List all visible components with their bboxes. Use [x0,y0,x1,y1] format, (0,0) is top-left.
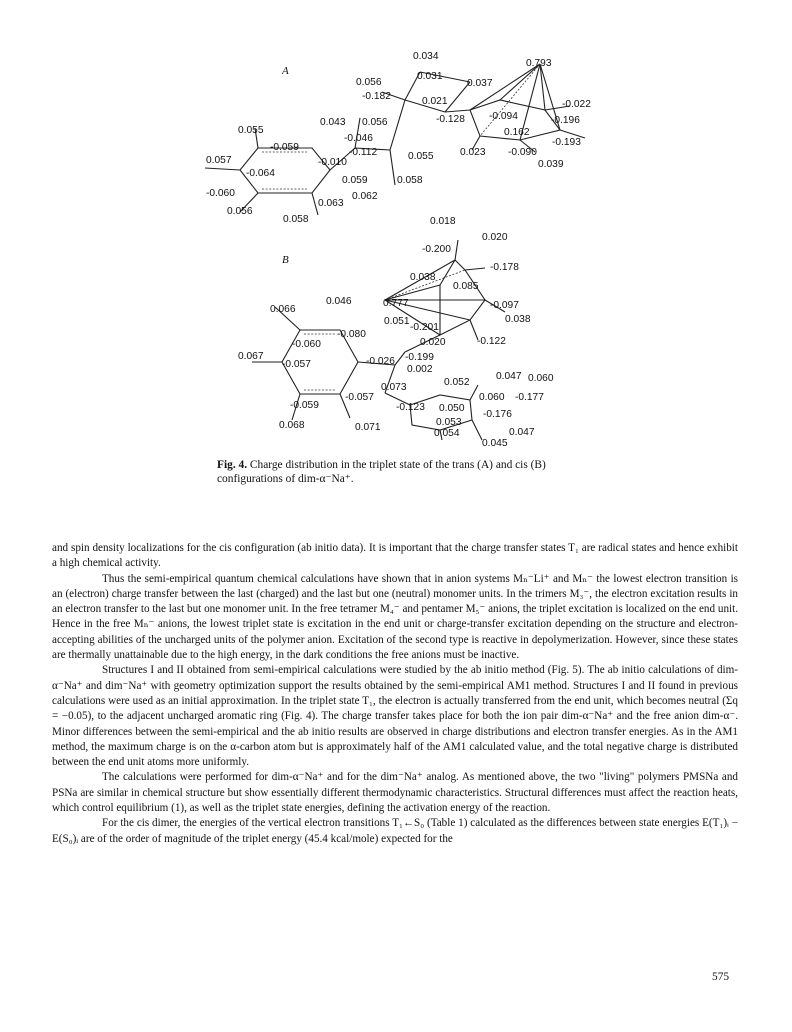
charge-label: -0.176 [483,409,512,420]
charge-label: -0.200 [422,244,451,255]
figure-label: Fig. 4. [217,459,248,471]
charge-label: -0.059 [290,400,319,411]
charge-label: 0.043 [320,117,346,128]
charge-label: 0.047 [509,427,535,438]
charge-label: 0.777 [383,298,409,309]
paragraph: and spin density localizations for the cis configuration (ab initio data). It is important that the charge transfer states T₁ are radical states and hence exhibit a high chemical activity. [52,542,738,570]
charge-label: 0.056 [227,206,253,217]
charge-label: -0.057 [282,359,311,370]
charge-label: -0.059 [270,142,299,153]
paragraph: Thus the semi-empirical quantum chemical calculations have shown that in anion systems Mₙ⁻Li⁺ and Mₙ⁻ the lowest electron transition is an (electron) charge transfer between the last (charged) and the last but one (neutral) monomer units. In the trimers M₃⁻, the electron excitation results in an electron transfer to the last but one monomer unit. In the free tetramer M₄⁻ and pentamer M₅⁻ anions, the triplet excitation is localized on the end unit. Hence in the free Mₙ⁻ anions, the lowest triplet state is excitation in the end unit or charge-transfer excitation depending on the structure and electron-accepting abilities of the uncharged units of the polymer anion. Excitation of the second type is reactive in depolymerization. However, since these states are thermally unattainable due to the high energy, in the dark conditions the free anions must be inactive. [52,572,738,662]
charge-label: 0.060 [479,392,505,403]
charge-label: 0.055 [238,125,264,136]
charge-label: 0.038 [410,272,436,283]
charge-label: 0.073 [381,382,407,393]
charge-label: -0.122 [477,336,506,347]
charge-label: -0.046 [344,133,373,144]
charge-label: -0.090 [508,147,537,158]
charge-label: 0.038 [505,314,531,325]
figure-caption [217,458,597,486]
charge-label: -0.112 [349,147,378,158]
charge-label: 0.056 [356,77,382,88]
charge-label: 0.020 [420,337,446,348]
charge-label: 0.051 [384,316,410,327]
charge-label: 0.067 [238,351,264,362]
charge-label: 0.054 [434,428,460,439]
charge-label: 0.162 [504,127,530,138]
charge-label: 0.037 [467,78,493,89]
charge-label: 0.053 [436,417,462,428]
charge-label: -0.201 [410,322,439,333]
charge-label: -0.097 [490,300,519,311]
charge-label: 0.047 [496,371,522,382]
charge-label: 0.021 [422,96,448,107]
charge-label: 0.058 [283,214,309,225]
panel-b-labels [238,216,554,449]
charge-label: 0.039 [538,159,564,170]
charge-label: 0.020 [482,232,508,243]
charge-label: 0.018 [430,216,456,227]
charge-label: -0.010 [318,157,347,168]
charge-label: -0.178 [490,262,519,273]
charge-label: -0.064 [246,168,275,179]
charge-label: 0.023 [460,147,486,158]
figure-4 [0,0,792,456]
charge-label: 0.052 [444,377,470,388]
charge-label: -0.094 [489,111,518,122]
charge-label: -0.060 [206,188,235,199]
panel-a-letter: A [282,65,289,77]
charge-label: 0.071 [355,422,381,433]
page-number: 575 [712,971,730,983]
paragraph: Structures I and II obtained from semi-empirical calculations were studied by the ab initio method (Fig. 5). The ab initio calculations of dim-α⁻Na⁺ and dim⁻Na⁺ with geometry optimization support the results obtained by the semi-empirical AM1 method. Structures I and II found in previous calculations were used as an initial approximation. In the triplet state T₁, the electron is actually transferred from the end unit, which becomes neutral (Σq = −0.05), to the adjacent uncharged aromatic ring (Fig. 4). The charge transfer takes place for both the ion pair dim-α⁻Na⁺ and the free anion dim-α⁻. Minor differences between the semi-empirical and the ab initio results are observed in charge distributions and electron transfer energies. As in the AM1 method, the maximum charge is on the α-carbon atom but is approximately half of the AM1 calculated value, and the total negative charge is distributed between the end unit atoms more uniformly. [52,664,738,769]
charge-label: -0.128 [436,114,465,125]
charge-label: -0.196 [551,115,580,126]
charge-label: 0.050 [439,403,465,414]
charge-label: -0.080 [337,329,366,340]
paragraph: For the cis dimer, the energies of the vertical electron transitions T₁←S₀ (Table 1) calculated as the differences between state energies E(T₁)ᵢ − E(S₀)ᵢ are of the order of magnitude of the triplet energy (45.4 kcal/mole) expected for the [52,817,738,845]
charge-label: 0.056 [362,117,388,128]
charge-label: -0.057 [345,392,374,403]
charge-label: 0.055 [408,151,434,162]
charge-label: 0.793 [526,58,552,69]
charge-label: -0.026 [366,356,395,367]
charge-label: 0.063 [318,198,344,209]
charge-label: -0.199 [405,352,434,363]
charge-label: 0.002 [407,364,433,375]
charge-label: 0.058 [397,175,423,186]
panel-a-labels [206,51,591,225]
charge-label: -0.060 [292,339,321,350]
charge-label: -0.193 [552,137,581,148]
panel-a-structure [205,64,585,215]
charge-label: 0.031 [417,71,443,82]
caption-text: Charge distribution in the triplet state of the trans (A) and cis (B) configurations of dim-α⁻Na⁺. [217,459,546,485]
charge-label: 0.059 [342,175,368,186]
charge-label: -0.177 [515,392,544,403]
charge-label: 0.068 [279,420,305,431]
panel-b-letter: B [282,254,289,266]
charge-label: 0.060 [528,373,554,384]
charge-label: 0.046 [326,296,352,307]
body-text [52,541,738,847]
charge-label: -0.022 [562,99,591,110]
charge-label: -0.123 [396,402,425,413]
charge-label: 0.062 [352,191,378,202]
charge-label: -0.182 [362,91,391,102]
charge-label: 0.057 [206,155,232,166]
charge-label: 0.034 [413,51,439,62]
charge-label: 0.045 [482,438,508,449]
paragraph: The calculations were performed for dim-α⁻Na⁺ and for the dim⁻Na⁺ analog. As mentioned above, the two "living" polymers PMSNa and PSNa are similar in chemical structure but show essentially different thermodynamic characteristics. Structural differences must affect the reaction heats, which control equilibrium (1), as well as the triplet state energies, defining the activation energy of the reaction. [52,771,738,815]
charge-label: 0.085 [453,281,479,292]
charge-label: 0.066 [270,304,296,315]
